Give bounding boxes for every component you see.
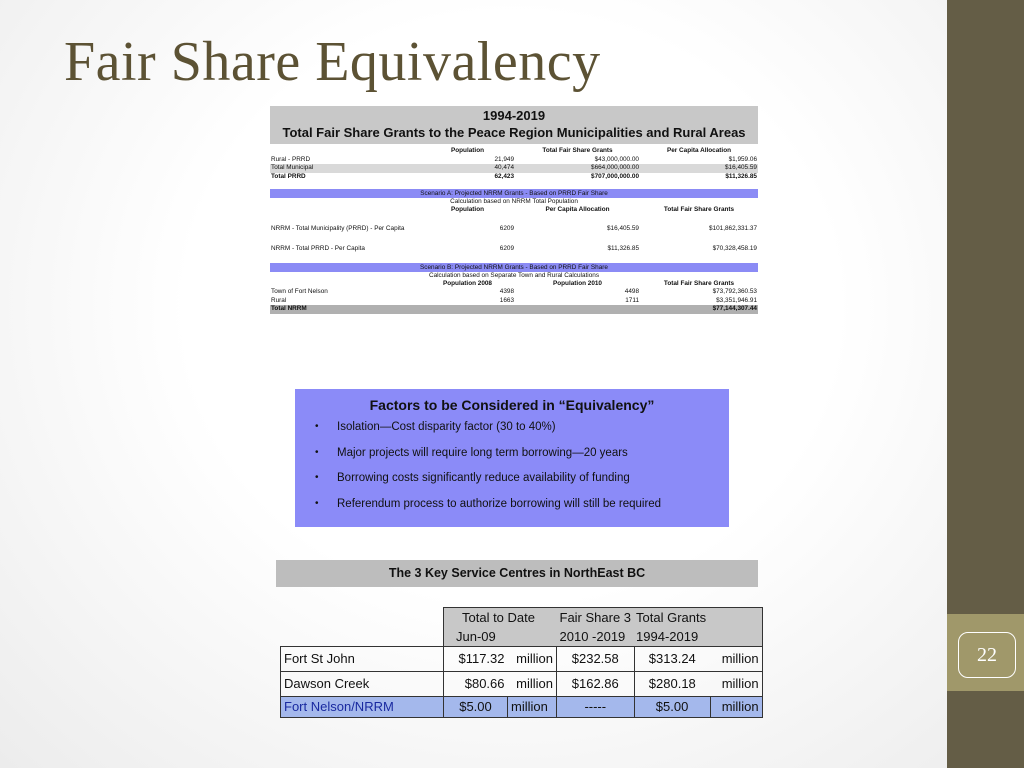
total-cell: $101,862,331.37 — [709, 224, 757, 232]
column-header: Total Fair Share Grants — [663, 279, 735, 287]
column-header: Fair Share 3 — [557, 608, 635, 628]
scenario-b-note: Calculation based on Separate Town and Rural Calculations — [428, 271, 600, 279]
grants-cell: $43,000,000.00 — [594, 155, 639, 163]
grants-cell: $664,000,000.00 — [515, 164, 640, 173]
list-item: • Borrowing costs significantly reduce availability of funding — [315, 472, 630, 484]
factors-heading: Factors to be Considered in “Equivalency” — [369, 397, 655, 413]
population-cell: 21,949 — [494, 155, 514, 163]
bullet-icon: • — [315, 421, 319, 432]
table-row — [270, 245, 758, 254]
population-cell: 6209 — [499, 245, 514, 252]
table-row — [270, 147, 758, 156]
population-2010-cell: 4498 — [624, 288, 639, 295]
scenario-a-band: Scenario A: Projected NRRM Grants - Based on PRRD Fair Share — [270, 189, 758, 198]
population-2008-cell: 4398 — [499, 288, 514, 295]
row-label: Total NRRM — [270, 305, 420, 314]
scenario-a-note: Calculation based on NRRM Total Population — [450, 198, 578, 205]
column-subheader: 2010 -2019 — [557, 627, 635, 647]
unit-cell: million — [508, 672, 557, 697]
population-2010-cell: 1711 — [625, 296, 639, 304]
scenario-b-grid — [270, 280, 758, 314]
table-row — [270, 206, 758, 215]
fair-share-grants-table — [270, 106, 758, 314]
column-header: Per Capita Allocation — [666, 147, 732, 154]
factors-list — [315, 421, 709, 511]
row-label: Rural - PRRD — [271, 155, 311, 163]
centre-name: Fort St John — [281, 647, 444, 672]
fair-share-cell: ----- — [557, 697, 635, 718]
table-row — [270, 297, 758, 306]
key-centres-heading: The 3 Key Service Centres in NorthEast BC — [276, 560, 758, 587]
per-capita-cell: $16,405.59 — [607, 224, 639, 232]
row-label: Rural — [271, 296, 287, 304]
table-row — [281, 608, 763, 628]
centre-name: Fort Nelson/NRRM — [281, 697, 444, 718]
table-row — [270, 225, 758, 234]
total-cell: $77,144,307.44 — [640, 305, 758, 314]
scenario-a-grid — [270, 206, 758, 254]
table-row — [270, 288, 758, 297]
total-cell: $73,792,360.53 — [712, 288, 757, 295]
table-row — [281, 627, 763, 647]
table-row — [281, 672, 763, 697]
factors-box — [295, 389, 729, 527]
table-row — [270, 156, 758, 165]
fair-share-cell: $162.86 — [557, 672, 635, 697]
row-label: NRRM - Total PRRD - Per Capita — [271, 245, 365, 252]
per-capita-cell: $11,326.85 — [607, 245, 639, 252]
table-row — [270, 305, 758, 314]
list-item: • Referendum process to authorize borrowing will still be required — [315, 497, 662, 510]
unit-cell: million — [508, 647, 557, 672]
row-label: Town of Fort Nelson — [271, 288, 328, 295]
population-cell: 62,423 — [494, 172, 514, 180]
page-number: 22 — [958, 632, 1016, 678]
unit-cell: million — [508, 697, 557, 718]
column-header: Population — [450, 147, 484, 154]
column-subheader: Jun-09 — [444, 627, 557, 647]
row-label: Total Municipal — [270, 164, 420, 173]
column-subheader: 1994-2019 — [634, 627, 710, 647]
table-row — [281, 697, 763, 718]
unit-cell: million — [710, 697, 762, 718]
centre-name: Dawson Creek — [281, 672, 444, 697]
bullet-icon: • — [315, 446, 319, 458]
list-item: • Isolation—Cost disparity factor (30 to 40%) — [315, 421, 556, 433]
per-capita-cell: $16,405.59 — [640, 164, 758, 173]
per-capita-cell: $11,326.85 — [725, 172, 757, 180]
key-centres-table — [280, 607, 763, 718]
column-header: Population — [450, 206, 484, 213]
total-cell: $3,351,946.91 — [716, 296, 757, 304]
column-header: Total Fair Share Grants — [663, 206, 735, 213]
unit-cell: million — [710, 647, 762, 672]
grants-cell: $707,000,000.00 — [591, 172, 639, 180]
prrd-summary-grid — [270, 147, 758, 181]
column-header: Total Fair Share Grants — [542, 147, 613, 154]
to-date-cell: $80.66 — [444, 672, 508, 697]
list-item: • Major projects will require long term borrowing—20 years — [315, 446, 628, 459]
total-cell: $313.24 — [634, 647, 710, 672]
table1-year-range: 1994-2019 — [482, 108, 546, 123]
to-date-cell: $117.32 — [444, 647, 508, 672]
scenario-b-band: Scenario B: Projected NRRM Grants - Based on PRRD Fair Share — [270, 263, 758, 272]
total-cell: $70,328,458.19 — [712, 245, 757, 252]
population-cell: 40,474 — [420, 164, 515, 173]
row-label: NRRM - Total Municipality (PRRD) - Per Capita — [271, 224, 405, 232]
column-header: Per Capita Allocation — [545, 206, 610, 213]
table1-heading: Total Fair Share Grants to the Peace Region Municipalities and Rural Areas — [282, 125, 746, 140]
table-row — [281, 647, 763, 672]
column-header: Population 2010 — [552, 279, 602, 287]
per-capita-cell: $1,959.06 — [728, 155, 757, 163]
total-cell: $280.18 — [634, 672, 710, 697]
slide-title: Fair Share Equivalency — [64, 31, 601, 93]
unit-cell: million — [710, 672, 762, 697]
table1-header — [270, 106, 758, 144]
column-header: Population 2008 — [442, 279, 492, 287]
total-cell: $5.00 — [634, 697, 710, 718]
fair-share-cell: $232.58 — [557, 647, 635, 672]
to-date-cell: $5.00 — [444, 697, 508, 718]
bullet-icon: • — [315, 472, 319, 483]
table-row — [270, 280, 758, 289]
population-2008-cell: 1663 — [499, 296, 514, 304]
column-header: Total to Date — [444, 608, 557, 628]
population-cell: 6209 — [499, 224, 514, 232]
row-label: Total PRRD — [271, 172, 306, 180]
table-row — [270, 173, 758, 182]
bullet-icon: • — [315, 497, 319, 509]
table-row — [270, 164, 758, 173]
column-header: Total Grants — [634, 608, 710, 628]
